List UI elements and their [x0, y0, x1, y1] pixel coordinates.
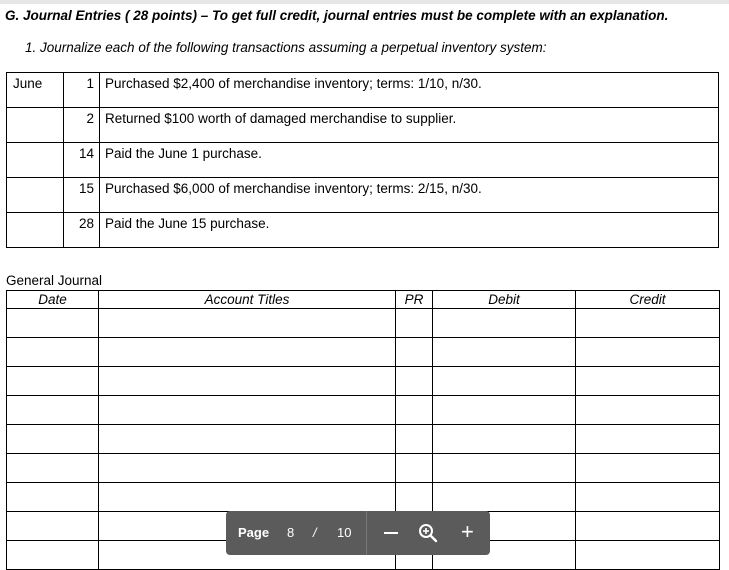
pr-cell[interactable] — [396, 483, 433, 512]
journal-row — [7, 338, 720, 367]
instruction-text: 1. Journalize each of the following transactions assuming a perpetual inventory system: — [25, 40, 547, 55]
transaction-day: 15 — [64, 178, 100, 213]
date-cell[interactable] — [7, 396, 99, 425]
top-strip — [0, 0, 729, 4]
credit-cell[interactable] — [576, 454, 720, 483]
toolbar-divider — [366, 511, 367, 555]
account-cell[interactable] — [99, 309, 396, 338]
credit-cell[interactable] — [576, 338, 720, 367]
credit-cell[interactable] — [576, 483, 720, 512]
date-cell[interactable] — [7, 367, 99, 396]
transactions-table — [6, 72, 719, 248]
journal-row — [7, 367, 720, 396]
transaction-description: Paid the June 1 purchase. — [100, 143, 719, 178]
debit-cell[interactable] — [433, 454, 576, 483]
journal-header-row — [7, 291, 720, 309]
account-cell[interactable] — [99, 425, 396, 454]
journal-row — [7, 396, 720, 425]
table-row — [7, 73, 719, 108]
header-account-titles: Account Titles — [99, 291, 396, 309]
account-cell[interactable] — [99, 367, 396, 396]
date-cell[interactable] — [7, 309, 99, 338]
pdf-toolbar — [226, 511, 490, 555]
credit-cell[interactable] — [576, 367, 720, 396]
account-cell[interactable] — [99, 483, 396, 512]
date-cell[interactable] — [7, 541, 99, 570]
header-credit: Credit — [576, 291, 720, 309]
debit-cell[interactable] — [433, 367, 576, 396]
page-label: Page — [238, 525, 270, 540]
account-cell[interactable] — [99, 454, 396, 483]
transaction-description: Paid the June 15 purchase. — [100, 213, 719, 248]
journal-row — [7, 454, 720, 483]
pr-cell[interactable] — [396, 309, 433, 338]
transaction-description: Purchased $6,000 of merchandise inventory; terms: 2/15, n/30. — [100, 178, 719, 213]
credit-cell[interactable] — [576, 541, 720, 570]
debit-cell[interactable] — [433, 425, 576, 454]
date-cell[interactable] — [7, 338, 99, 367]
account-cell[interactable] — [99, 338, 396, 367]
credit-cell[interactable] — [576, 309, 720, 338]
current-page-input[interactable]: 8 — [287, 525, 295, 540]
transaction-day: 2 — [64, 108, 100, 143]
journal-row — [7, 309, 720, 338]
table-row — [7, 108, 719, 143]
pr-cell[interactable] — [396, 396, 433, 425]
transaction-day: 28 — [64, 213, 100, 248]
section-heading: G. Journal Entries ( 28 points) – To get full credit, journal entries must be complete with an explanation. — [5, 8, 669, 23]
pr-cell[interactable] — [396, 454, 433, 483]
header-pr: PR — [396, 291, 433, 309]
journal-row — [7, 483, 720, 512]
total-pages: 10 — [337, 525, 352, 540]
page-separator: / — [313, 525, 317, 540]
table-row — [7, 143, 719, 178]
transaction-month — [7, 108, 64, 143]
transaction-month — [7, 213, 64, 248]
account-cell[interactable] — [99, 396, 396, 425]
date-cell[interactable] — [7, 454, 99, 483]
table-row — [7, 178, 719, 213]
date-cell[interactable] — [7, 512, 99, 541]
debit-cell[interactable] — [433, 483, 576, 512]
credit-cell[interactable] — [576, 512, 720, 541]
credit-cell[interactable] — [576, 396, 720, 425]
header-date: Date — [7, 291, 99, 309]
debit-cell[interactable] — [433, 309, 576, 338]
table-row — [7, 213, 719, 248]
debit-cell[interactable] — [433, 338, 576, 367]
journal-row — [7, 425, 720, 454]
pr-cell[interactable] — [396, 338, 433, 367]
zoom-in-icon[interactable]: + — [461, 519, 474, 544]
date-cell[interactable] — [7, 425, 99, 454]
header-debit: Debit — [433, 291, 576, 309]
transaction-month — [7, 143, 64, 178]
transaction-description: Purchased $2,400 of merchandise inventory; terms: 1/10, n/30. — [100, 73, 719, 108]
pr-cell[interactable] — [396, 425, 433, 454]
credit-cell[interactable] — [576, 425, 720, 454]
transaction-month: June — [7, 73, 64, 108]
zoom-fit-icon[interactable] — [418, 523, 438, 543]
transaction-description: Returned $100 worth of damaged merchandise to supplier. — [100, 108, 719, 143]
date-cell[interactable] — [7, 483, 99, 512]
transaction-day: 14 — [64, 143, 100, 178]
transaction-month — [7, 178, 64, 213]
transaction-day: 1 — [64, 73, 100, 108]
general-journal-title: General Journal — [6, 273, 103, 288]
debit-cell[interactable] — [433, 396, 576, 425]
pr-cell[interactable] — [396, 367, 433, 396]
zoom-out-icon[interactable] — [384, 532, 398, 534]
